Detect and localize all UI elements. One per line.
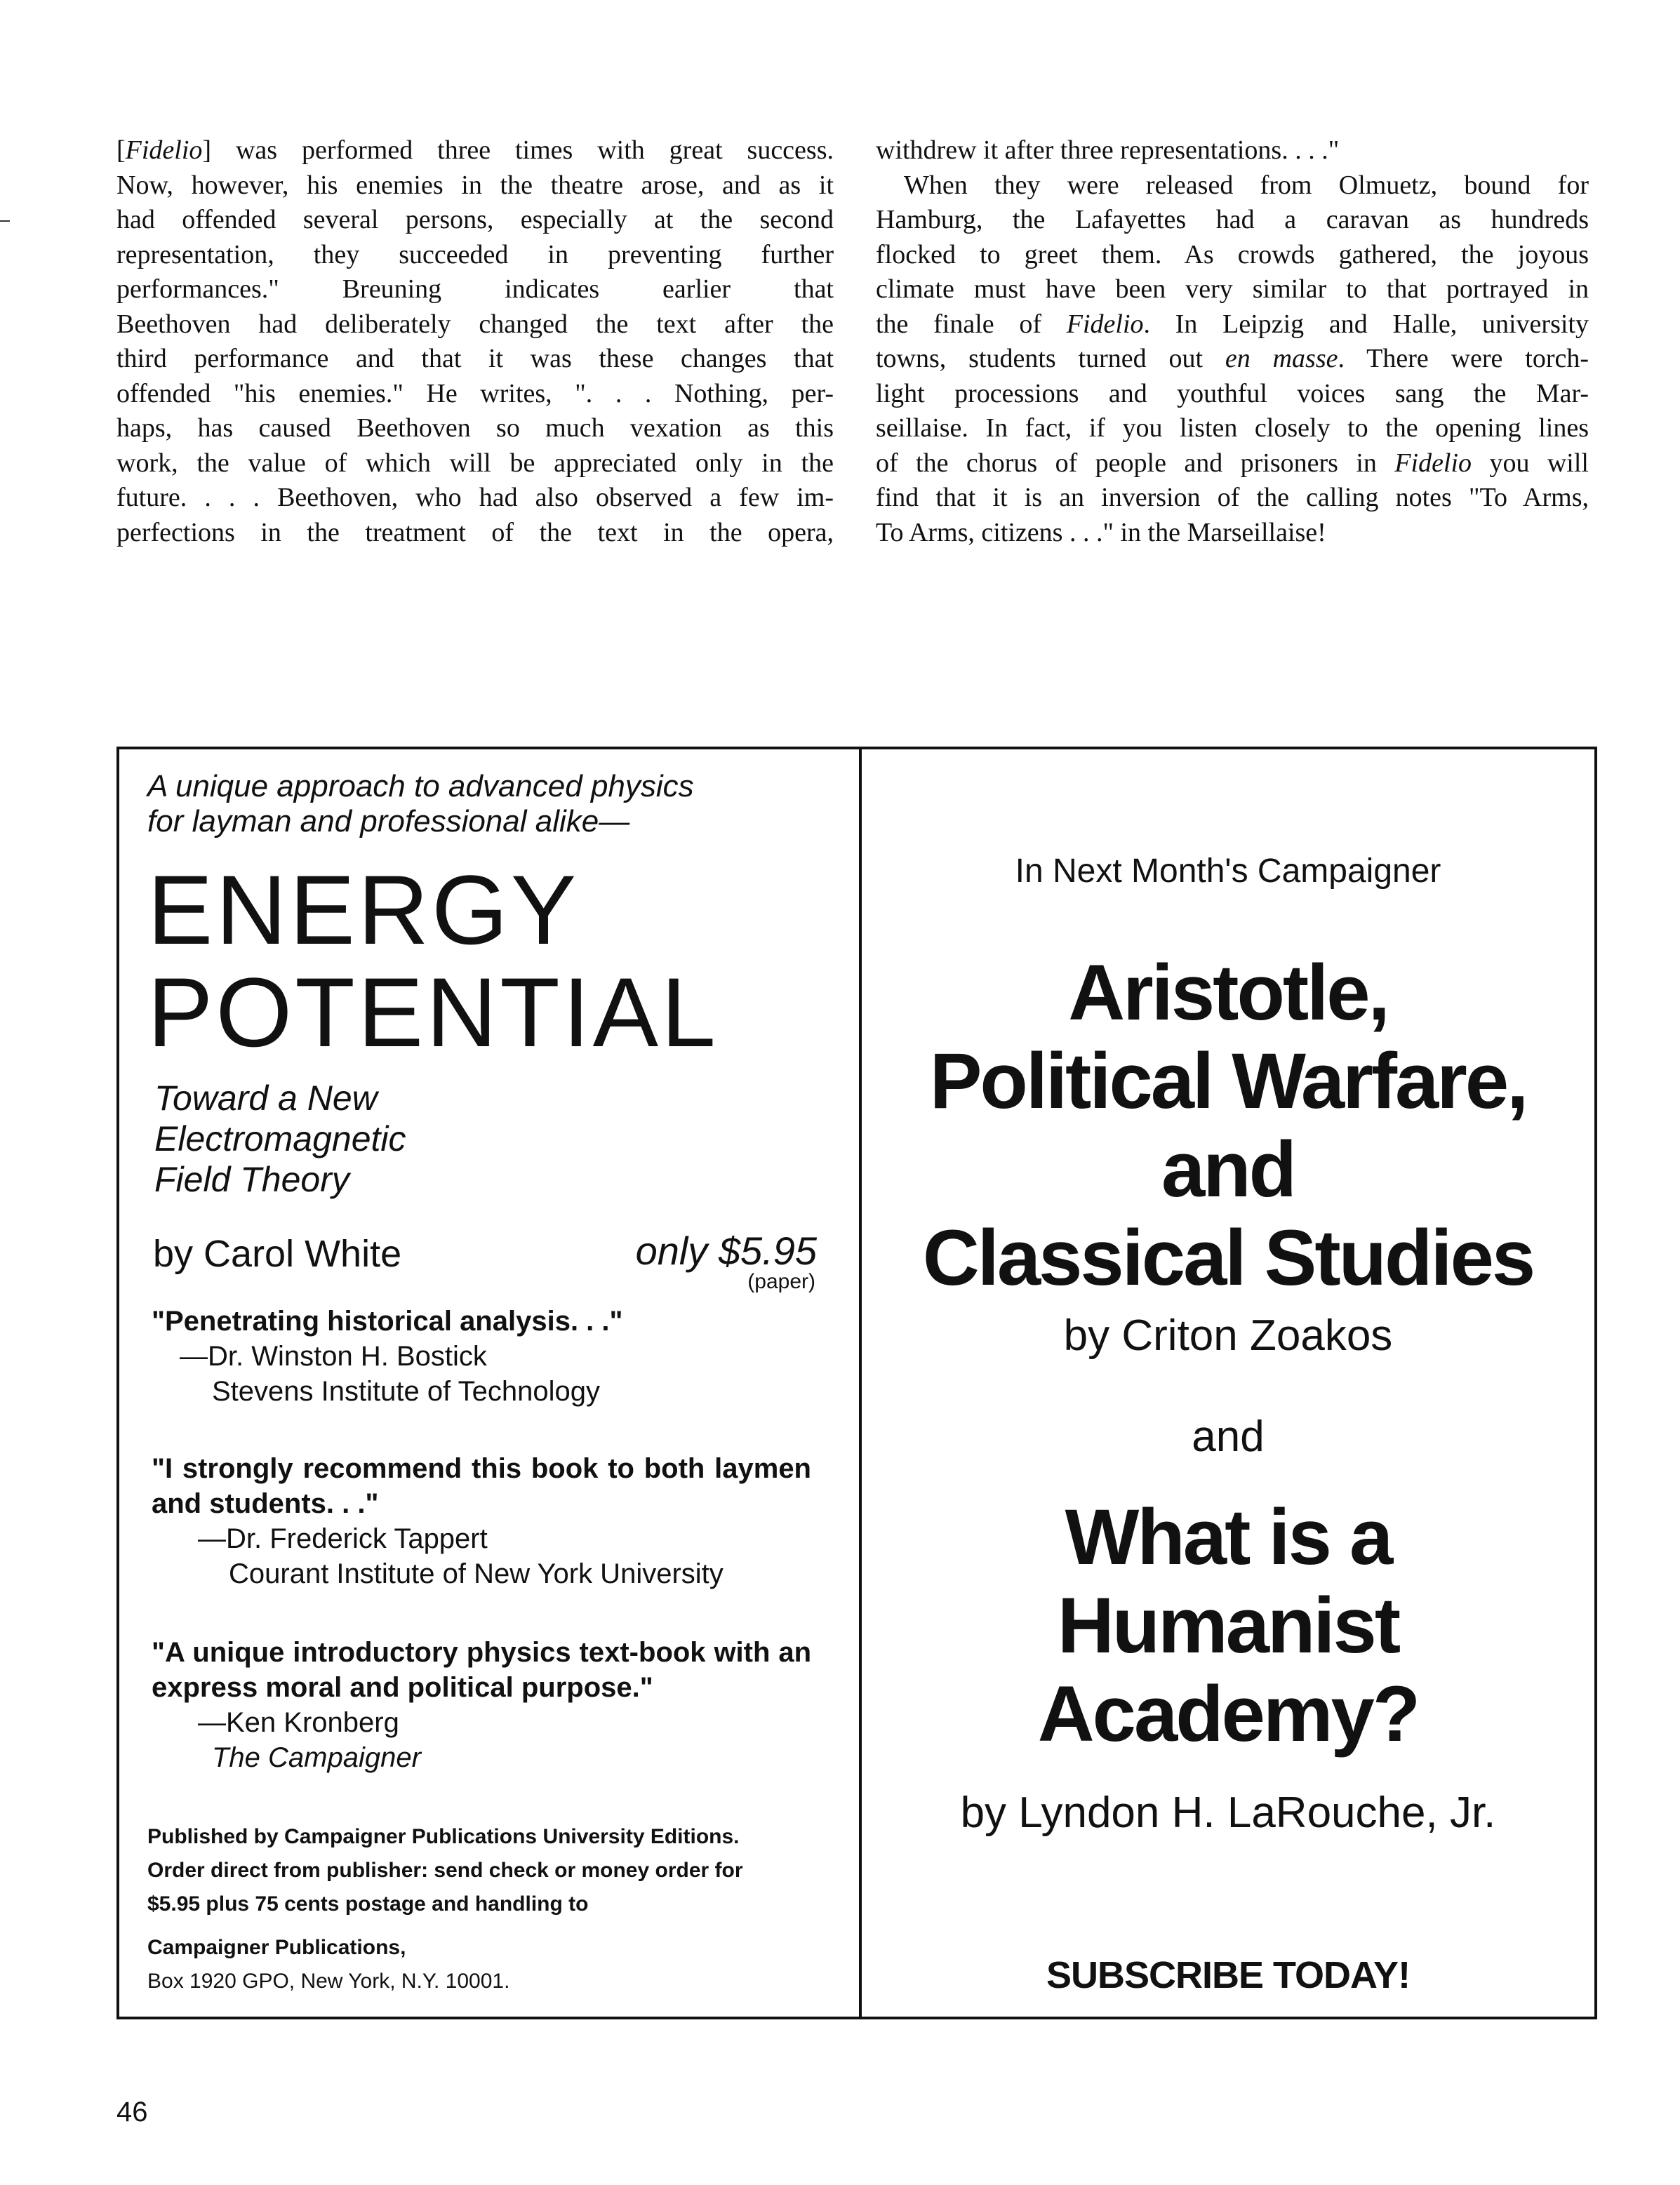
article1-author: by Criton Zoakos <box>1063 1311 1393 1360</box>
publisher-line: $5.95 plus 75 cents postage and handling to <box>147 1892 589 1916</box>
book-tagline-line: A unique approach to advanced physics <box>147 769 694 803</box>
publisher-info <box>147 1820 821 1998</box>
article-line: Hamburg, the Lafayettes had a caravan as hundreds <box>876 205 1589 234</box>
book-subtitle <box>154 1078 406 1200</box>
article-line: future. . . . Beethoven, who had also observed a few im- <box>116 483 834 512</box>
book-title-line: ENERGY <box>147 855 580 965</box>
quote-name: —Ken Kronberg <box>198 1707 399 1738</box>
article1-title-line: Aristotle, <box>1068 949 1388 1036</box>
connector-and: and <box>1192 1412 1265 1461</box>
quote-affiliation: The Campaigner <box>212 1742 421 1773</box>
endorsement-quote <box>152 1635 811 1775</box>
article-line: third performance and that it was these changes that <box>116 344 834 373</box>
article2-title-line: Academy? <box>1037 1670 1419 1758</box>
article2-title-line: What is a <box>1065 1493 1392 1581</box>
book-author: by Carol White <box>153 1233 402 1275</box>
article-line: Now, however, his enemies in the theatre arose, and as it <box>116 170 834 200</box>
margin-mark <box>0 220 10 222</box>
article-line: the finale of Fidelio. In Leipzig and Halle, university <box>876 309 1589 339</box>
article-line: representation, they succeeded in preventing further <box>116 239 834 269</box>
article-line: towns, students turned out en masse. There were torch- <box>876 344 1589 373</box>
subscribe-call-to-action: SUBSCRIBE TODAY! <box>1046 1954 1411 1996</box>
book-subtitle-line: Toward a New <box>154 1078 378 1118</box>
book-ad <box>119 749 859 2017</box>
article-line: offended "his enemies." He writes, ". . . Nothing, per- <box>116 378 834 408</box>
endorsement-quote <box>152 1304 811 1409</box>
quote-affiliation: Stevens Institute of Technology <box>212 1376 600 1407</box>
article-line: of the chorus of people and prisoners in Fidelio you will <box>876 448 1589 478</box>
quote-name: —Dr. Frederick Tappert <box>198 1523 488 1554</box>
article-line: light processions and youthful voices sang the Mar- <box>876 378 1589 408</box>
quote-affiliation: Courant Institute of New York University <box>229 1558 724 1589</box>
book-format: (paper) <box>747 1270 815 1293</box>
article-line: seillaise. In fact, if you listen closely to the opening lines <box>876 413 1589 443</box>
quote-text: "I strongly recommend this book to both laymen and students. . ." <box>152 1453 811 1519</box>
quote-text: "A unique introductory physics text-book with an express moral and political purpose." <box>152 1637 811 1703</box>
article-line: flocked to greet them. As crowds gathered, the joyous <box>876 239 1589 269</box>
publisher-line: Order direct from publisher: send check or money order for <box>147 1859 743 1882</box>
article2-title <box>862 1493 1594 1758</box>
page-number: 46 <box>116 2097 148 2127</box>
article1-title-line: Classical Studies <box>922 1214 1534 1302</box>
article-line: withdrew it after three representations. . . ." <box>876 135 1340 165</box>
next-month-ad <box>862 749 1594 2017</box>
article-line: [Fidelio] was performed three times with great success. <box>116 135 834 165</box>
book-title <box>147 855 719 1067</box>
article-line: perfections in the treatment of the text in the opera, <box>116 517 834 547</box>
publisher-address: Box 1920 GPO, New York, N.Y. 10001. <box>147 1970 510 1993</box>
article1-title-line: Political Warfare, <box>929 1037 1527 1125</box>
article-line: When they were released from Olmuetz, bound for <box>904 170 1589 200</box>
endorsement-quote <box>152 1451 811 1591</box>
book-title-line: POTENTIAL <box>147 957 719 1067</box>
book-tagline <box>147 769 694 839</box>
article2-author: by Lyndon H. LaRouche, Jr. <box>960 1789 1496 1837</box>
article-line: had offended several persons, especially at the second <box>116 205 834 234</box>
next-month-intro: In Next Month's Campaigner <box>1015 853 1441 890</box>
article1-title-line: and <box>1161 1125 1295 1213</box>
article-line: haps, has caused Beethoven so much vexation as this <box>116 413 834 443</box>
book-tagline-line: for layman and professional alike— <box>147 804 630 838</box>
article-line: To Arms, citizens . . ." in the Marseillaise! <box>876 517 1326 547</box>
article-line: work, the value of which will be appreciated only in the <box>116 448 834 478</box>
article-right-column <box>876 133 1589 550</box>
article-left-column <box>116 133 834 550</box>
article-line: performances." Breuning indicates earlier that <box>116 274 834 304</box>
book-subtitle-line: Electromagnetic <box>154 1119 406 1158</box>
article-line: Beethoven had deliberately changed the text after the <box>116 309 834 339</box>
book-price: only $5.95 <box>635 1229 817 1273</box>
article1-title <box>862 949 1594 1302</box>
book-subtitle-line: Field Theory <box>154 1160 349 1199</box>
quote-text: "Penetrating historical analysis. . ." <box>152 1306 623 1337</box>
article2-title-line: Humanist <box>1057 1582 1399 1669</box>
publisher-line: Published by Campaigner Publications University Editions. <box>147 1825 740 1848</box>
advertisement-box <box>116 747 1597 2019</box>
quote-name: —Dr. Winston H. Bostick <box>180 1341 487 1372</box>
article-line: climate must have been very similar to that portrayed in <box>876 274 1589 304</box>
article-line: find that it is an inversion of the calling notes "To Arms, <box>876 483 1589 512</box>
publisher-line: Campaigner Publications, <box>147 1936 406 1959</box>
